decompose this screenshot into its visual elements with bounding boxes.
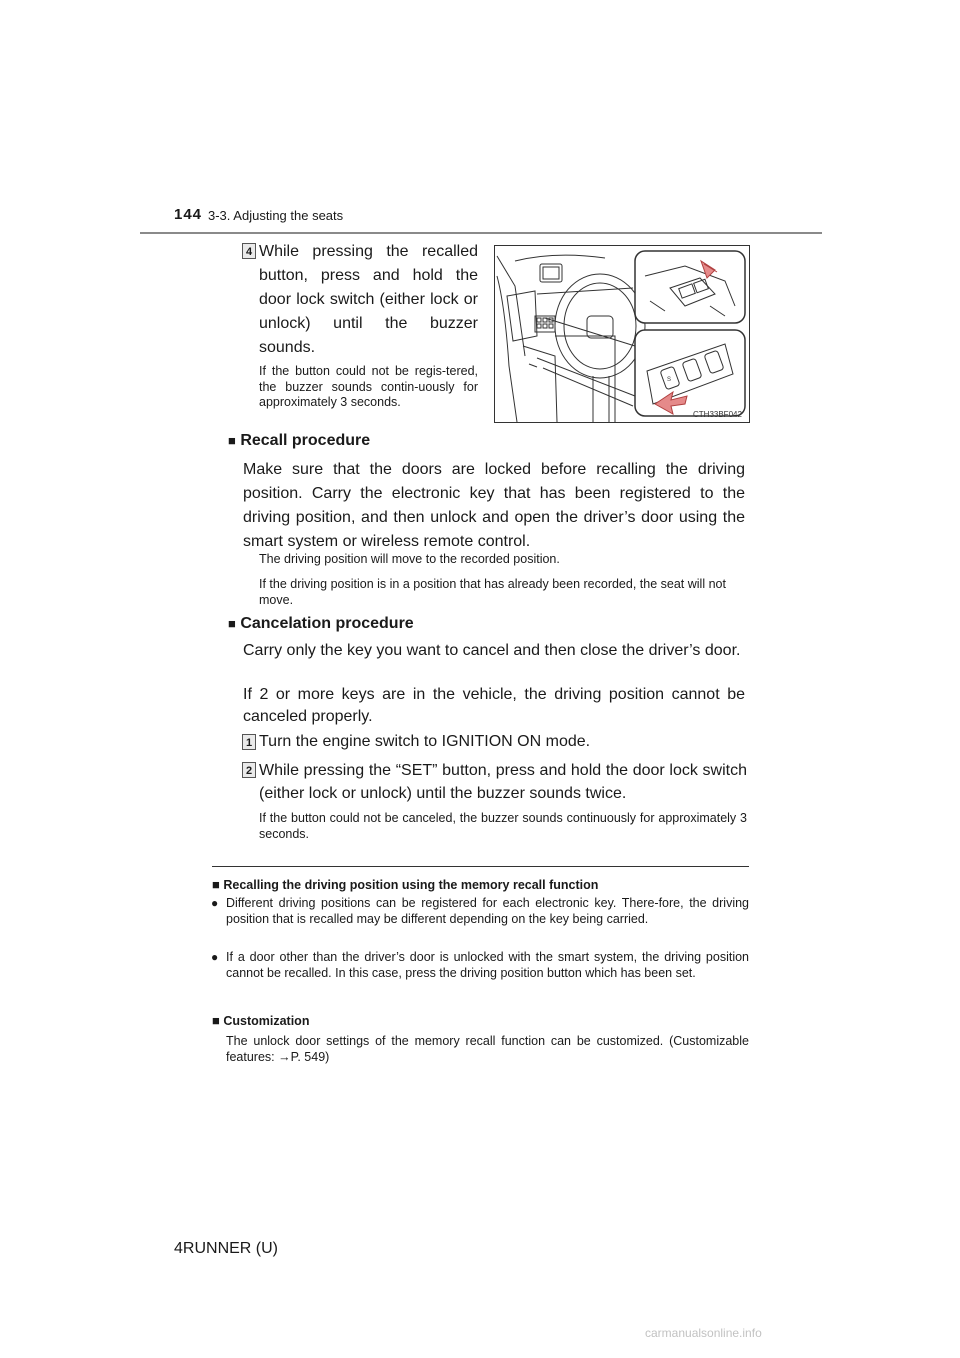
- note-bullet-1: Different driving positions can be registered for each electronic key. There-fore, the driving position that is recalled may be different depending on the key being carried.: [226, 896, 749, 926]
- note-heading-customization-text: Customization: [223, 1014, 310, 1028]
- cancel-step-2-note: If the button could not be canceled, the buzzer sounds continuously for approximately 3 seconds.: [259, 811, 747, 841]
- square-marker-icon: ■: [212, 1013, 220, 1028]
- recall-heading: [228, 432, 370, 450]
- notes-divider: [212, 866, 749, 867]
- bullet-icon: ●: [211, 950, 219, 964]
- square-marker-icon: ■: [228, 616, 236, 631]
- step-4-badge: 4: [242, 243, 256, 259]
- cancel-text-1: Carry only the key you want to cancel and then close the driver’s door.: [243, 642, 741, 659]
- cancel-step-2-text: While pressing the “SET” button, press and hold the door lock switch (either lock or unlock) until the buzzer sounds twice.: [259, 762, 747, 802]
- cancel-step-1-text: Turn the engine switch to IGNITION ON mode.: [259, 733, 591, 750]
- recall-note-1: The driving position will move to the recorded position.: [259, 552, 560, 566]
- header-divider: [140, 232, 822, 234]
- square-marker-icon: ■: [212, 877, 220, 892]
- step-2-badge: 2: [242, 762, 256, 778]
- footer-model: 4RUNNER (U): [174, 1240, 278, 1257]
- dashboard-drawing: [495, 246, 749, 422]
- recall-title: Recall procedure: [240, 432, 371, 449]
- cancel-title: Cancelation procedure: [240, 615, 414, 632]
- customization-text: The unlock door settings of the memory recall function can be customized. (Customizable features: →P. 549): [226, 1034, 749, 1064]
- seat-memory-illustration: [494, 245, 750, 423]
- cancel-heading: [228, 615, 414, 633]
- section-title: 3-3. Adjusting the seats: [208, 208, 344, 223]
- watermark: carmanualsonline.info: [645, 1326, 762, 1340]
- note-heading-recall-text: Recalling the driving position using the memory recall function: [223, 878, 599, 892]
- note-heading-customization: [212, 1013, 309, 1028]
- recall-note-2: If the driving position is in a position that has already been recorded, the seat will not move.: [259, 577, 726, 607]
- step-4-text: While pressing the recalled button, press and hold the door lock switch (either lock or unlock) until the buzzer sounds.: [259, 243, 478, 356]
- note-heading-recall: [212, 877, 598, 892]
- page-number: 144: [174, 206, 203, 223]
- square-marker-icon: ■: [228, 433, 236, 448]
- recall-text: Make sure that the doors are locked before recalling the driving position. Carry the electronic key that has been registered to the driving position, and then unlock and open the driver’s door using the smart system or wireless remote control.: [243, 461, 745, 550]
- bullet-icon: ●: [211, 896, 219, 910]
- cancel-text-2: If 2 or more keys are in the vehicle, the driving position cannot be canceled properly.: [243, 686, 745, 725]
- svg-text:S: S: [667, 377, 672, 383]
- step-4-note: If the button could not be regis-tered, the buzzer sounds contin-uously for approximately 3 seconds.: [259, 364, 478, 409]
- step-1-badge: 1: [242, 734, 256, 750]
- illustration-code: CTH33BF042: [693, 410, 742, 419]
- note-bullet-2: If a door other than the driver’s door is unlocked with the smart system, the driving position cannot be recalled. In this case, press the driving position button which has been set.: [226, 950, 749, 980]
